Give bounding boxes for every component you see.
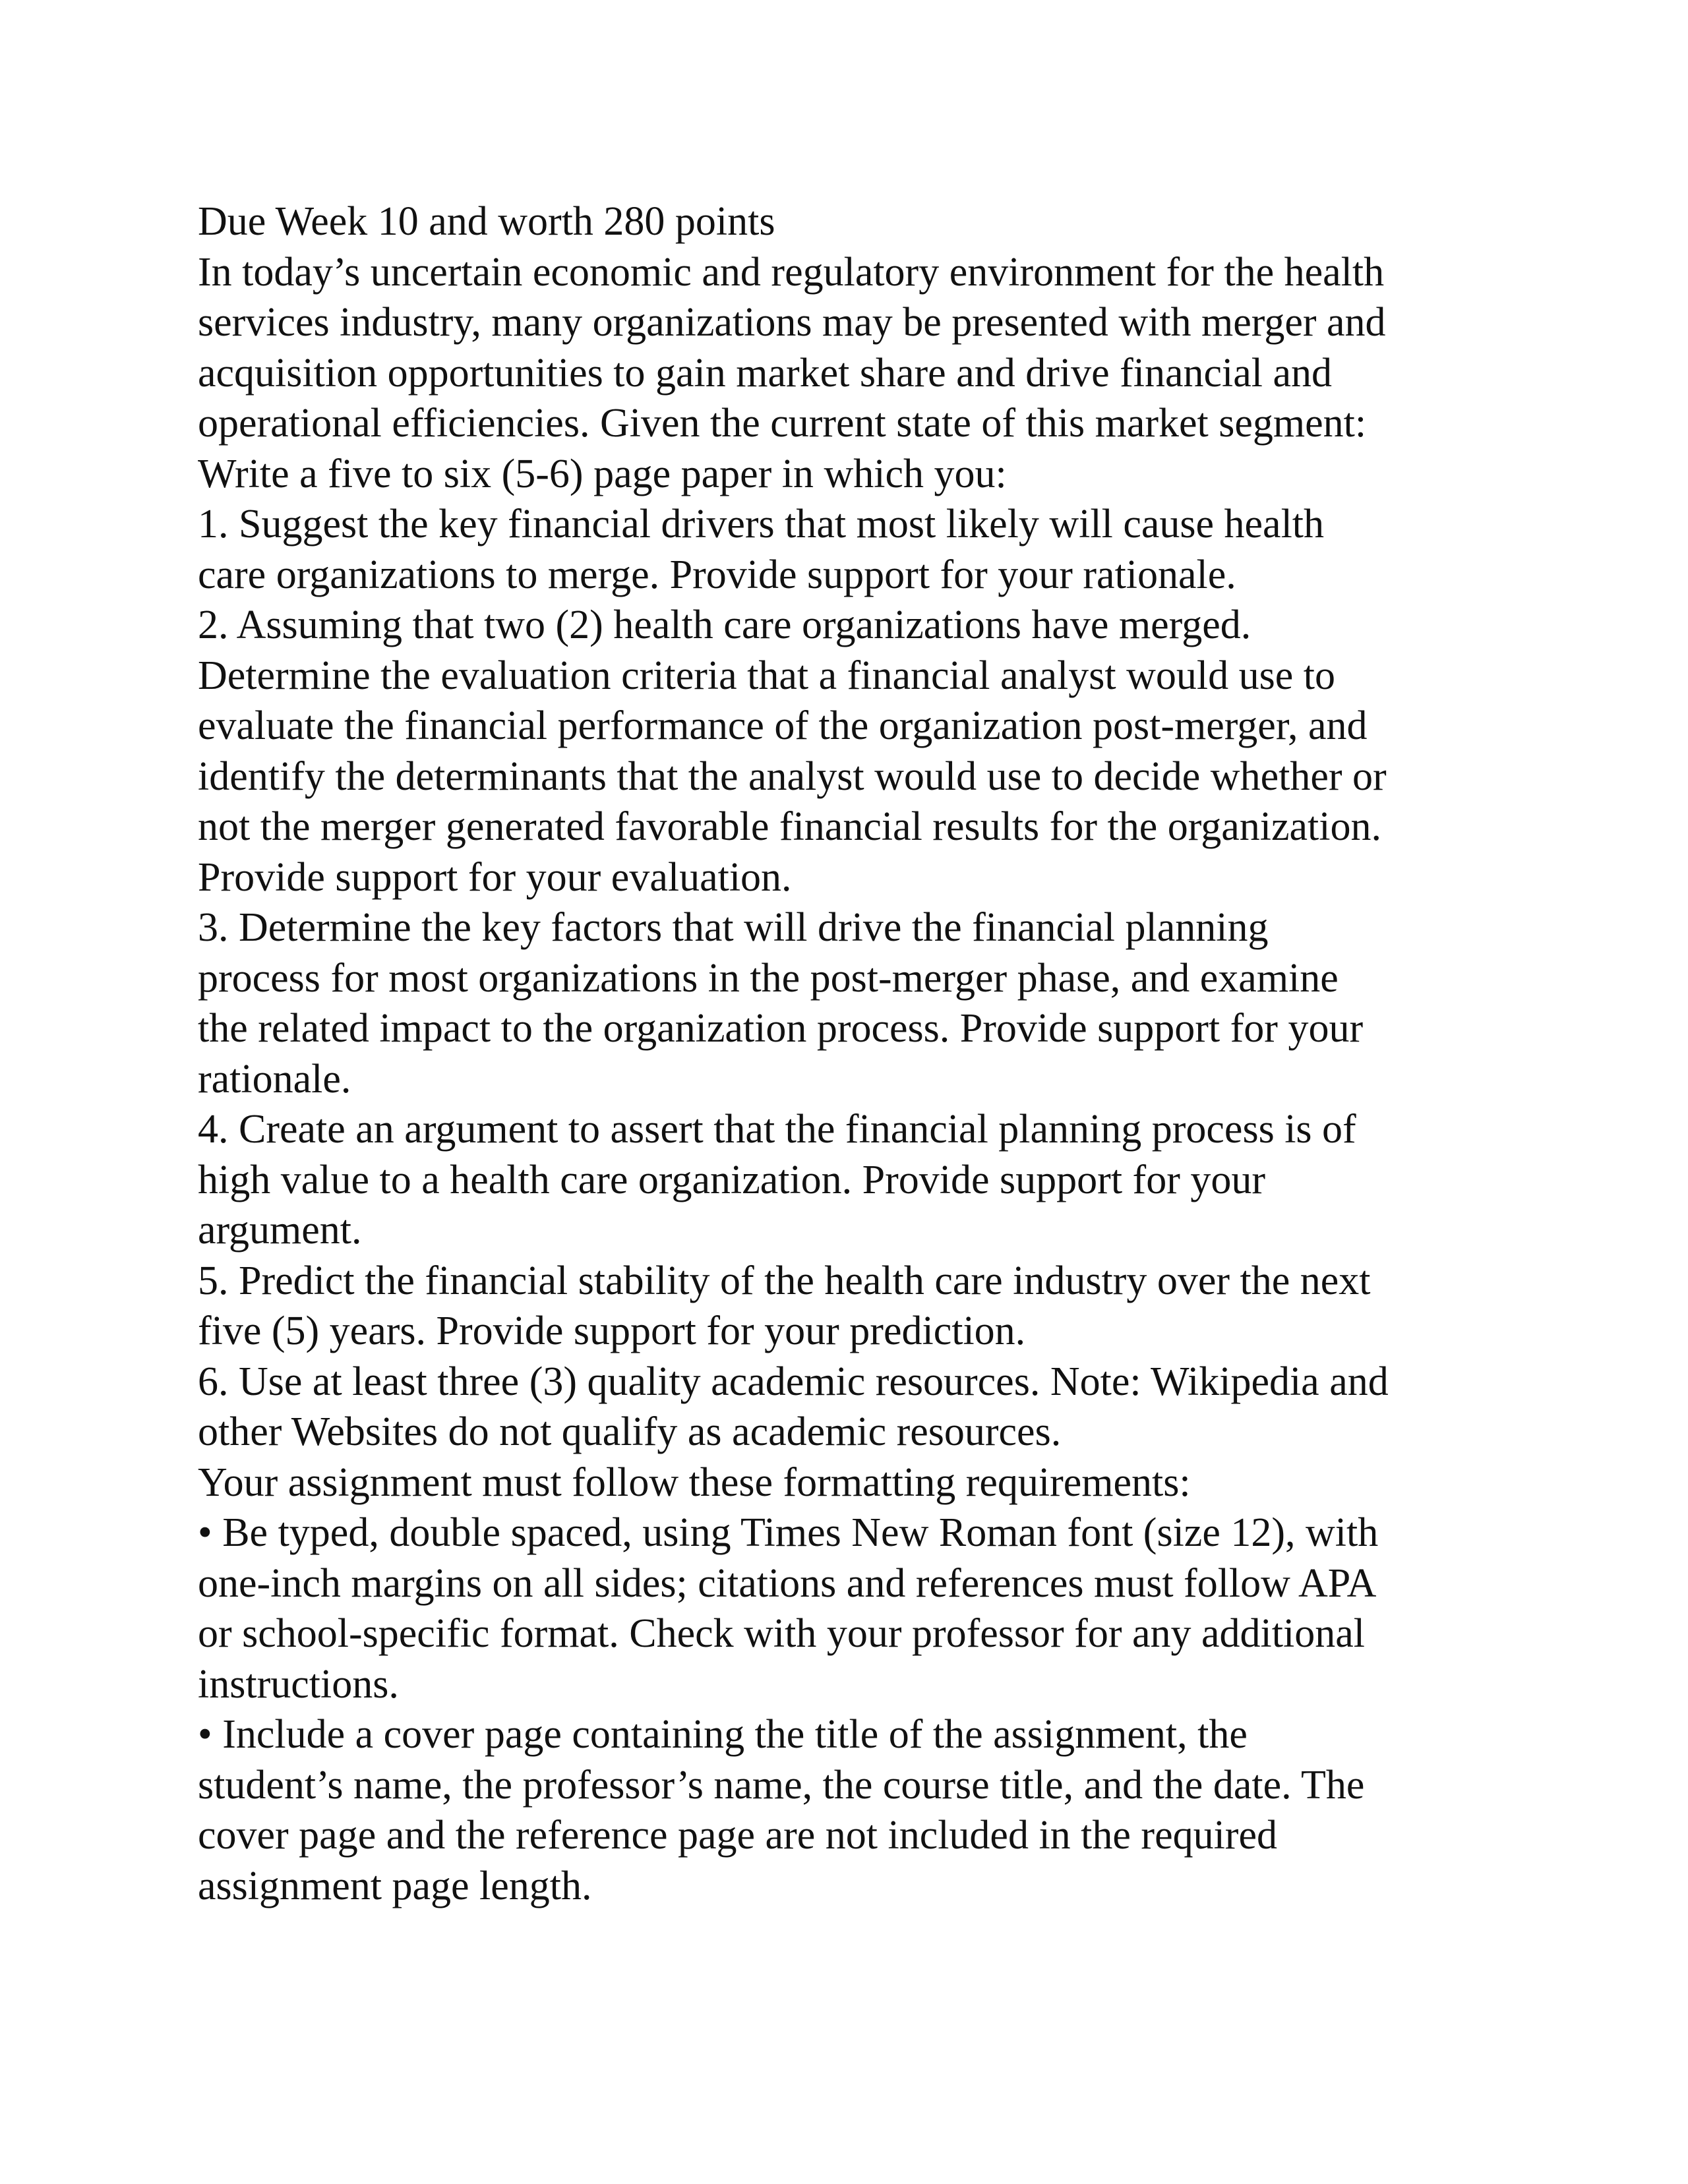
intro-line: acquisition opportunities to gain market share and drive financial and (198, 350, 1332, 396)
requirement-1-line: 1. Suggest the key financial drivers that most likely will cause health (198, 502, 1325, 546)
formatting-bullet-1-line: or school-specific format. Check with your professor for any additional (198, 1611, 1365, 1656)
requirement-3-line: rationale. (198, 1056, 351, 1102)
formatting-bullet-2-line: assignment page length. (198, 1863, 592, 1908)
formatting-bullet-1-line: • Be typed, double spaced, using Times New Roman font (size 12), with (198, 1510, 1379, 1555)
requirement-5-line: five (5) years. Provide support for your prediction. (198, 1309, 1026, 1353)
formatting-bullet-2-line: • Include a cover page containing the title of the assignment, the (198, 1712, 1248, 1757)
intro-line: In today’s uncertain economic and regulatory environment for the health (198, 249, 1385, 295)
requirement-1-line: care organizations to merge. Provide support for your rationale. (198, 552, 1236, 597)
instruction-line: Write a five to six (5-6) page paper in which you: (198, 451, 1007, 496)
due-date-line: Due Week 10 and worth 280 points (198, 199, 775, 244)
requirement-4-line: 4. Create an argument to assert that the financial planning process is of (198, 1107, 1356, 1152)
requirement-2-line: Provide support for your evaluation. (198, 854, 792, 900)
requirement-5-line: 5. Predict the financial stability of the health care industry over the next (198, 1258, 1371, 1303)
requirement-3-line: the related impact to the organization process. Provide support for your (198, 1006, 1364, 1051)
document-body (198, 196, 1517, 1911)
formatting-heading-line: Your assignment must follow these formatting requirements: (198, 1460, 1191, 1505)
intro-line: operational efficiencies. Given the current state of this market segment: (198, 401, 1367, 446)
requirement-4-line: high value to a health care organization. Provide support for your (198, 1157, 1265, 1202)
requirement-3-line: 3. Determine the key factors that will drive the financial planning (198, 905, 1269, 950)
formatting-bullet-1-line: instructions. (198, 1661, 399, 1707)
requirement-2-line: not the merger generated favorable financial results for the organization. (198, 804, 1381, 849)
requirement-2-line: evaluate the financial performance of the organization post-merger, and (198, 703, 1368, 748)
requirement-4-line: argument. (198, 1208, 362, 1253)
formatting-bullet-2-line: student’s name, the professor’s name, the course title, and the date. The (198, 1762, 1365, 1808)
requirement-2-line: Determine the evaluation criteria that a financial analyst would use to (198, 653, 1336, 698)
requirement-3-line: process for most organizations in the post-merger phase, and examine (198, 955, 1339, 1001)
requirement-6-line: other Websites do not qualify as academic resources. (198, 1409, 1062, 1454)
requirement-6-line: 6. Use at least three (3) quality academic resources. Note: Wikipedia and (198, 1359, 1389, 1404)
formatting-bullet-2-line: cover page and the reference page are not included in the required (198, 1813, 1277, 1858)
requirement-2-line: 2. Assuming that two (2) health care organizations have merged. (198, 603, 1251, 647)
formatting-bullet-1-line: one-inch margins on all sides; citations and references must follow APA (198, 1560, 1377, 1606)
requirement-2-line: identify the determinants that the analyst would use to decide whether or (198, 753, 1387, 799)
intro-line: services industry, many organizations may be presented with merger and (198, 300, 1386, 345)
